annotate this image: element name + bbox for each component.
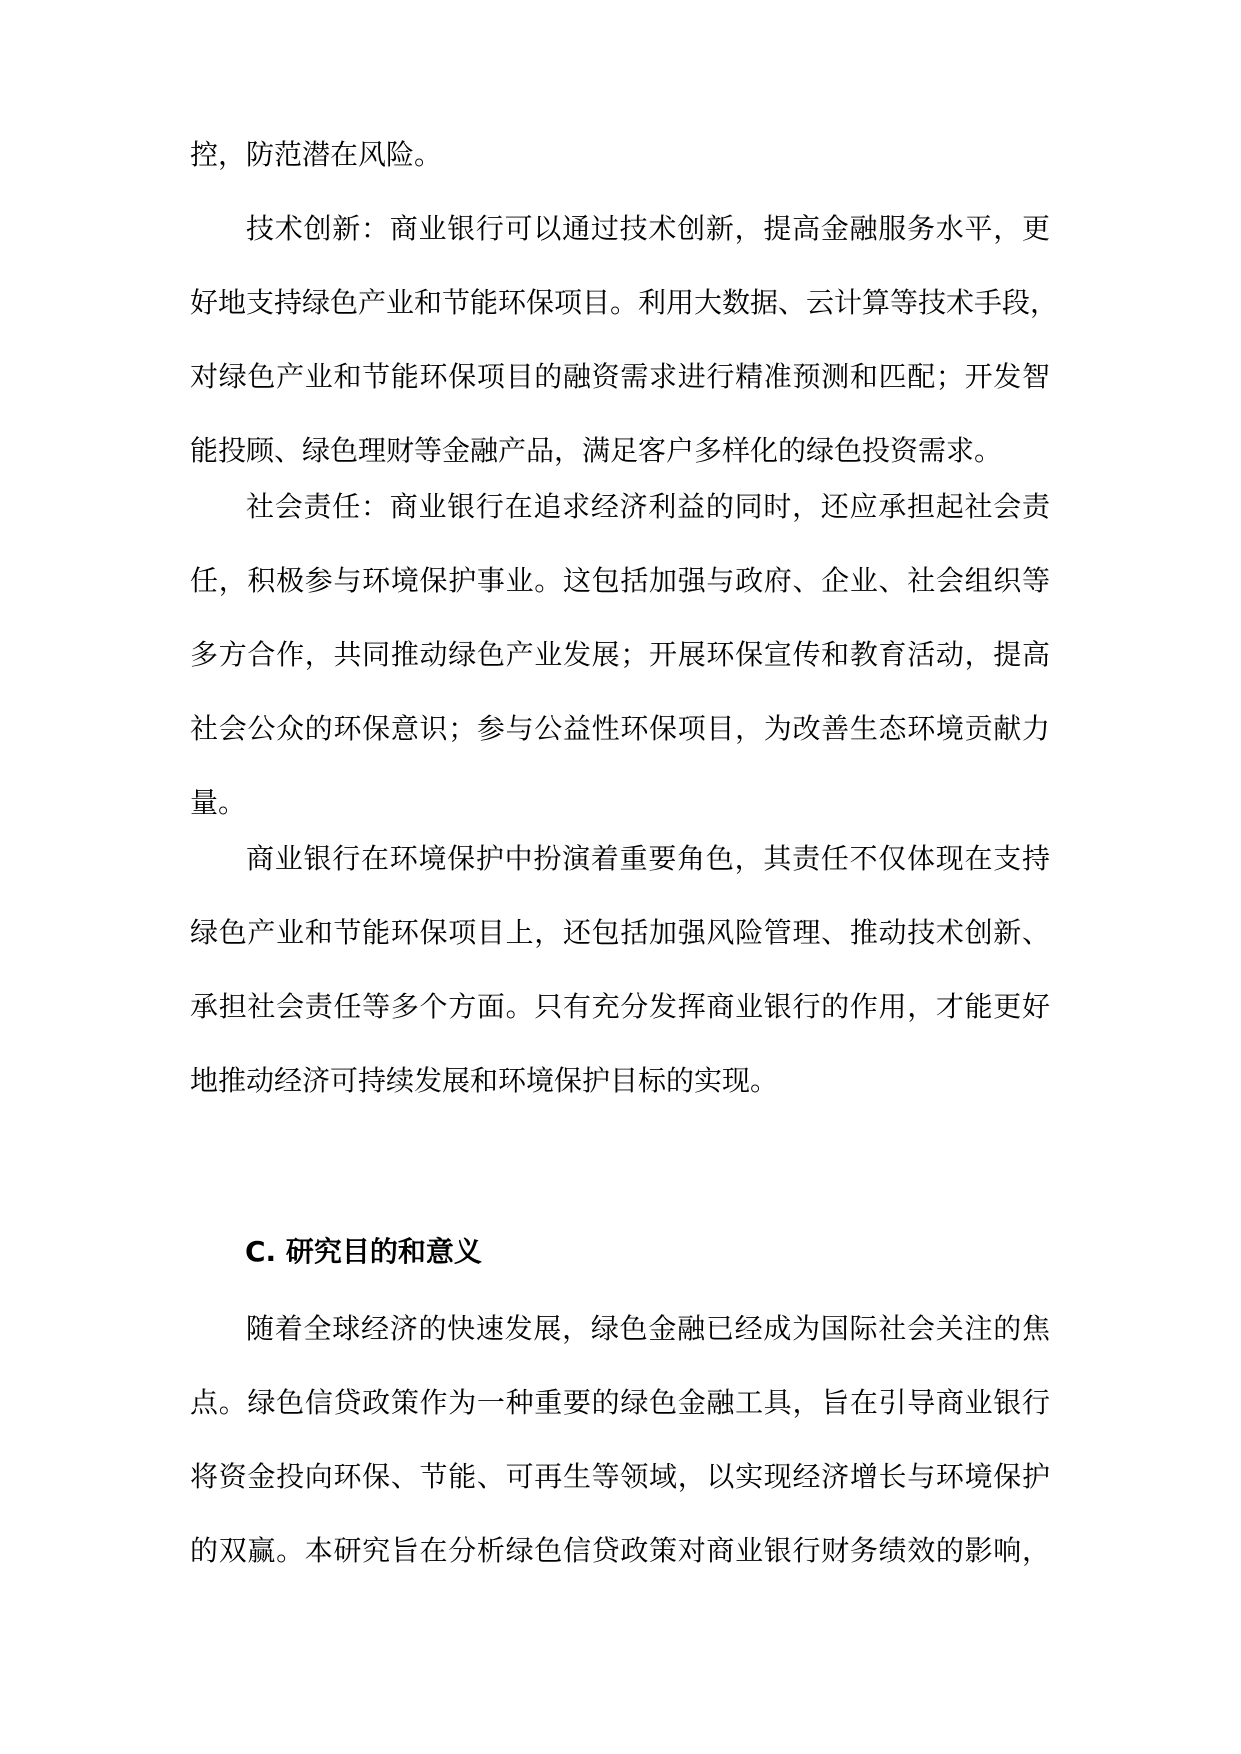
paragraph-line: 多方合作，共同推动绿色产业发展；开展环保宣传和教育活动，提高 <box>190 638 1050 671</box>
paragraph-line: 承担社会责任等多个方面。只有充分发挥商业银行的作用，才能更好 <box>190 990 1050 1023</box>
paragraph-line: 地推动经济可持续发展和环境保护目标的实现。 <box>190 1064 779 1097</box>
paragraph-social-responsibility <box>190 470 1050 840</box>
paragraph-line: 控，防范潜在风险。 <box>190 138 443 171</box>
paragraph-line: 商业银行在环境保护中扮演着重要角色，其责任不仅体现在支持 <box>246 842 1050 875</box>
paragraph-technology-innovation <box>190 192 1059 488</box>
paragraph-line: 量。 <box>190 786 247 819</box>
paragraph-line: 能投顾、绿色理财等金融产品，满足客户多样化的绿色投资需求。 <box>190 434 1003 467</box>
paragraph-line: 任，积极参与环境保护事业。这包括加强与政府、企业、社会组织等 <box>190 564 1050 597</box>
paragraph-summary <box>190 822 1050 1118</box>
section-heading: C. 研究目的和意义 <box>245 1235 482 1268</box>
paragraph-line: 对绿色产业和节能环保项目的融资需求进行精准预测和匹配；开发智 <box>190 360 1050 393</box>
paragraph-line: 随着全球经济的快速发展，绿色金融已经成为国际社会关注的焦 <box>246 1312 1050 1345</box>
paragraph-line: 将资金投向环保、节能、可再生等领域，以实现经济增长与环境保护 <box>190 1460 1050 1493</box>
paragraph-line: 社会责任：商业银行在追求经济利益的同时，还应承担起社会责 <box>246 490 1050 523</box>
paragraph-risk-control-end <box>190 118 1050 192</box>
paragraph-line: 好地支持绿色产业和节能环保项目。利用大数据、云计算等技术手段， <box>190 286 1059 319</box>
paragraph-line: 技术创新：商业银行可以通过技术创新，提高金融服务水平，更 <box>246 212 1050 245</box>
paragraph-line: 社会公众的环保意识；参与公益性环保项目，为改善生态环境贡献力 <box>190 712 1050 745</box>
paragraph-line: 点。绿色信贷政策作为一种重要的绿色金融工具，旨在引导商业银行 <box>190 1386 1050 1419</box>
paragraph-line: 绿色产业和节能环保项目上，还包括加强风险管理、推动技术创新、 <box>190 916 1050 949</box>
paragraph-research-purpose <box>190 1292 1050 1588</box>
paragraph-line: 的双赢。本研究旨在分析绿色信贷政策对商业银行财务绩效的影响， <box>190 1534 1050 1567</box>
